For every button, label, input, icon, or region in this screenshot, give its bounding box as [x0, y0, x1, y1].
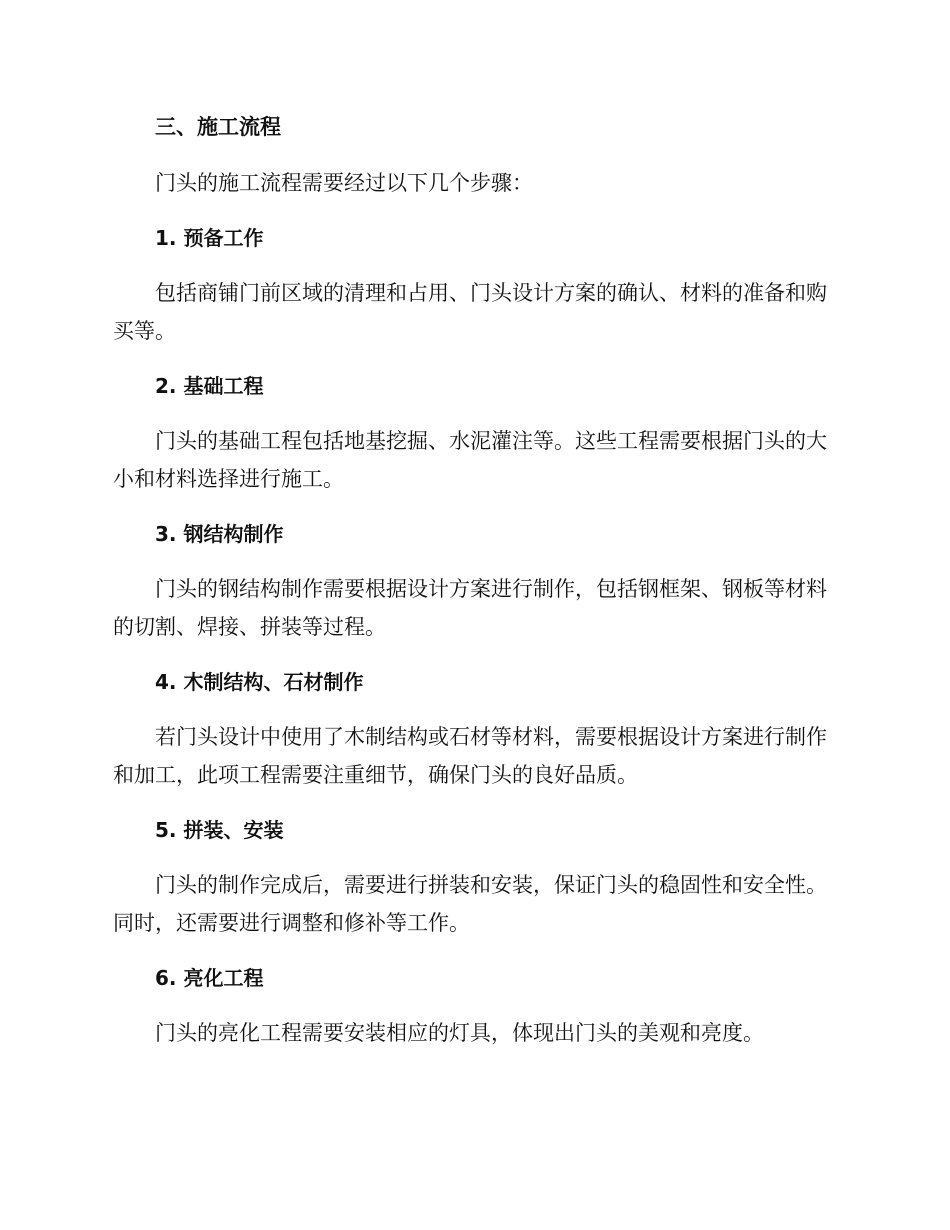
step-title: 2. 基础工程 [155, 374, 264, 398]
step-5 [113, 811, 833, 942]
step-2 [113, 367, 833, 498]
step-body: 若门头设计中使用了木制结构或石材等材料，需要根据设计方案进行制作和加工，此项工程需要注重细节，确保门头的良好品质。 [113, 725, 827, 787]
step-title: 1. 预备工作 [155, 226, 264, 250]
step-title: 6. 亮化工程 [155, 966, 264, 990]
step-4 [113, 663, 833, 794]
step-6 [113, 959, 833, 1052]
step-title: 5. 拼装、安装 [155, 818, 284, 842]
section-heading: 三、施工流程 [155, 115, 281, 139]
step-title: 4. 木制结构、石材制作 [155, 670, 364, 694]
step-3 [113, 515, 833, 646]
step-1 [113, 219, 833, 350]
step-title: 3. 钢结构制作 [155, 522, 284, 546]
step-body: 包括商铺门前区域的清理和占用、门头设计方案的确认、材料的准备和购买等。 [113, 281, 827, 343]
step-body: 门头的基础工程包括地基挖掘、水泥灌注等。这些工程需要根据门头的大小和材料选择进行施工。 [113, 429, 827, 491]
intro-paragraph: 门头的施工流程需要经过以下几个步骤： [155, 171, 533, 195]
step-body: 门头的亮化工程需要安装相应的灯具，体现出门头的美观和亮度。 [155, 1021, 764, 1045]
step-body: 门头的钢结构制作需要根据设计方案进行制作，包括钢框架、钢板等材料的切割、焊接、拼装等过程。 [113, 577, 827, 639]
step-body: 门头的制作完成后，需要进行拼装和安装，保证门头的稳固性和安全性。同时，还需要进行调整和修补等工作。 [113, 873, 827, 935]
document-content [113, 108, 833, 1052]
